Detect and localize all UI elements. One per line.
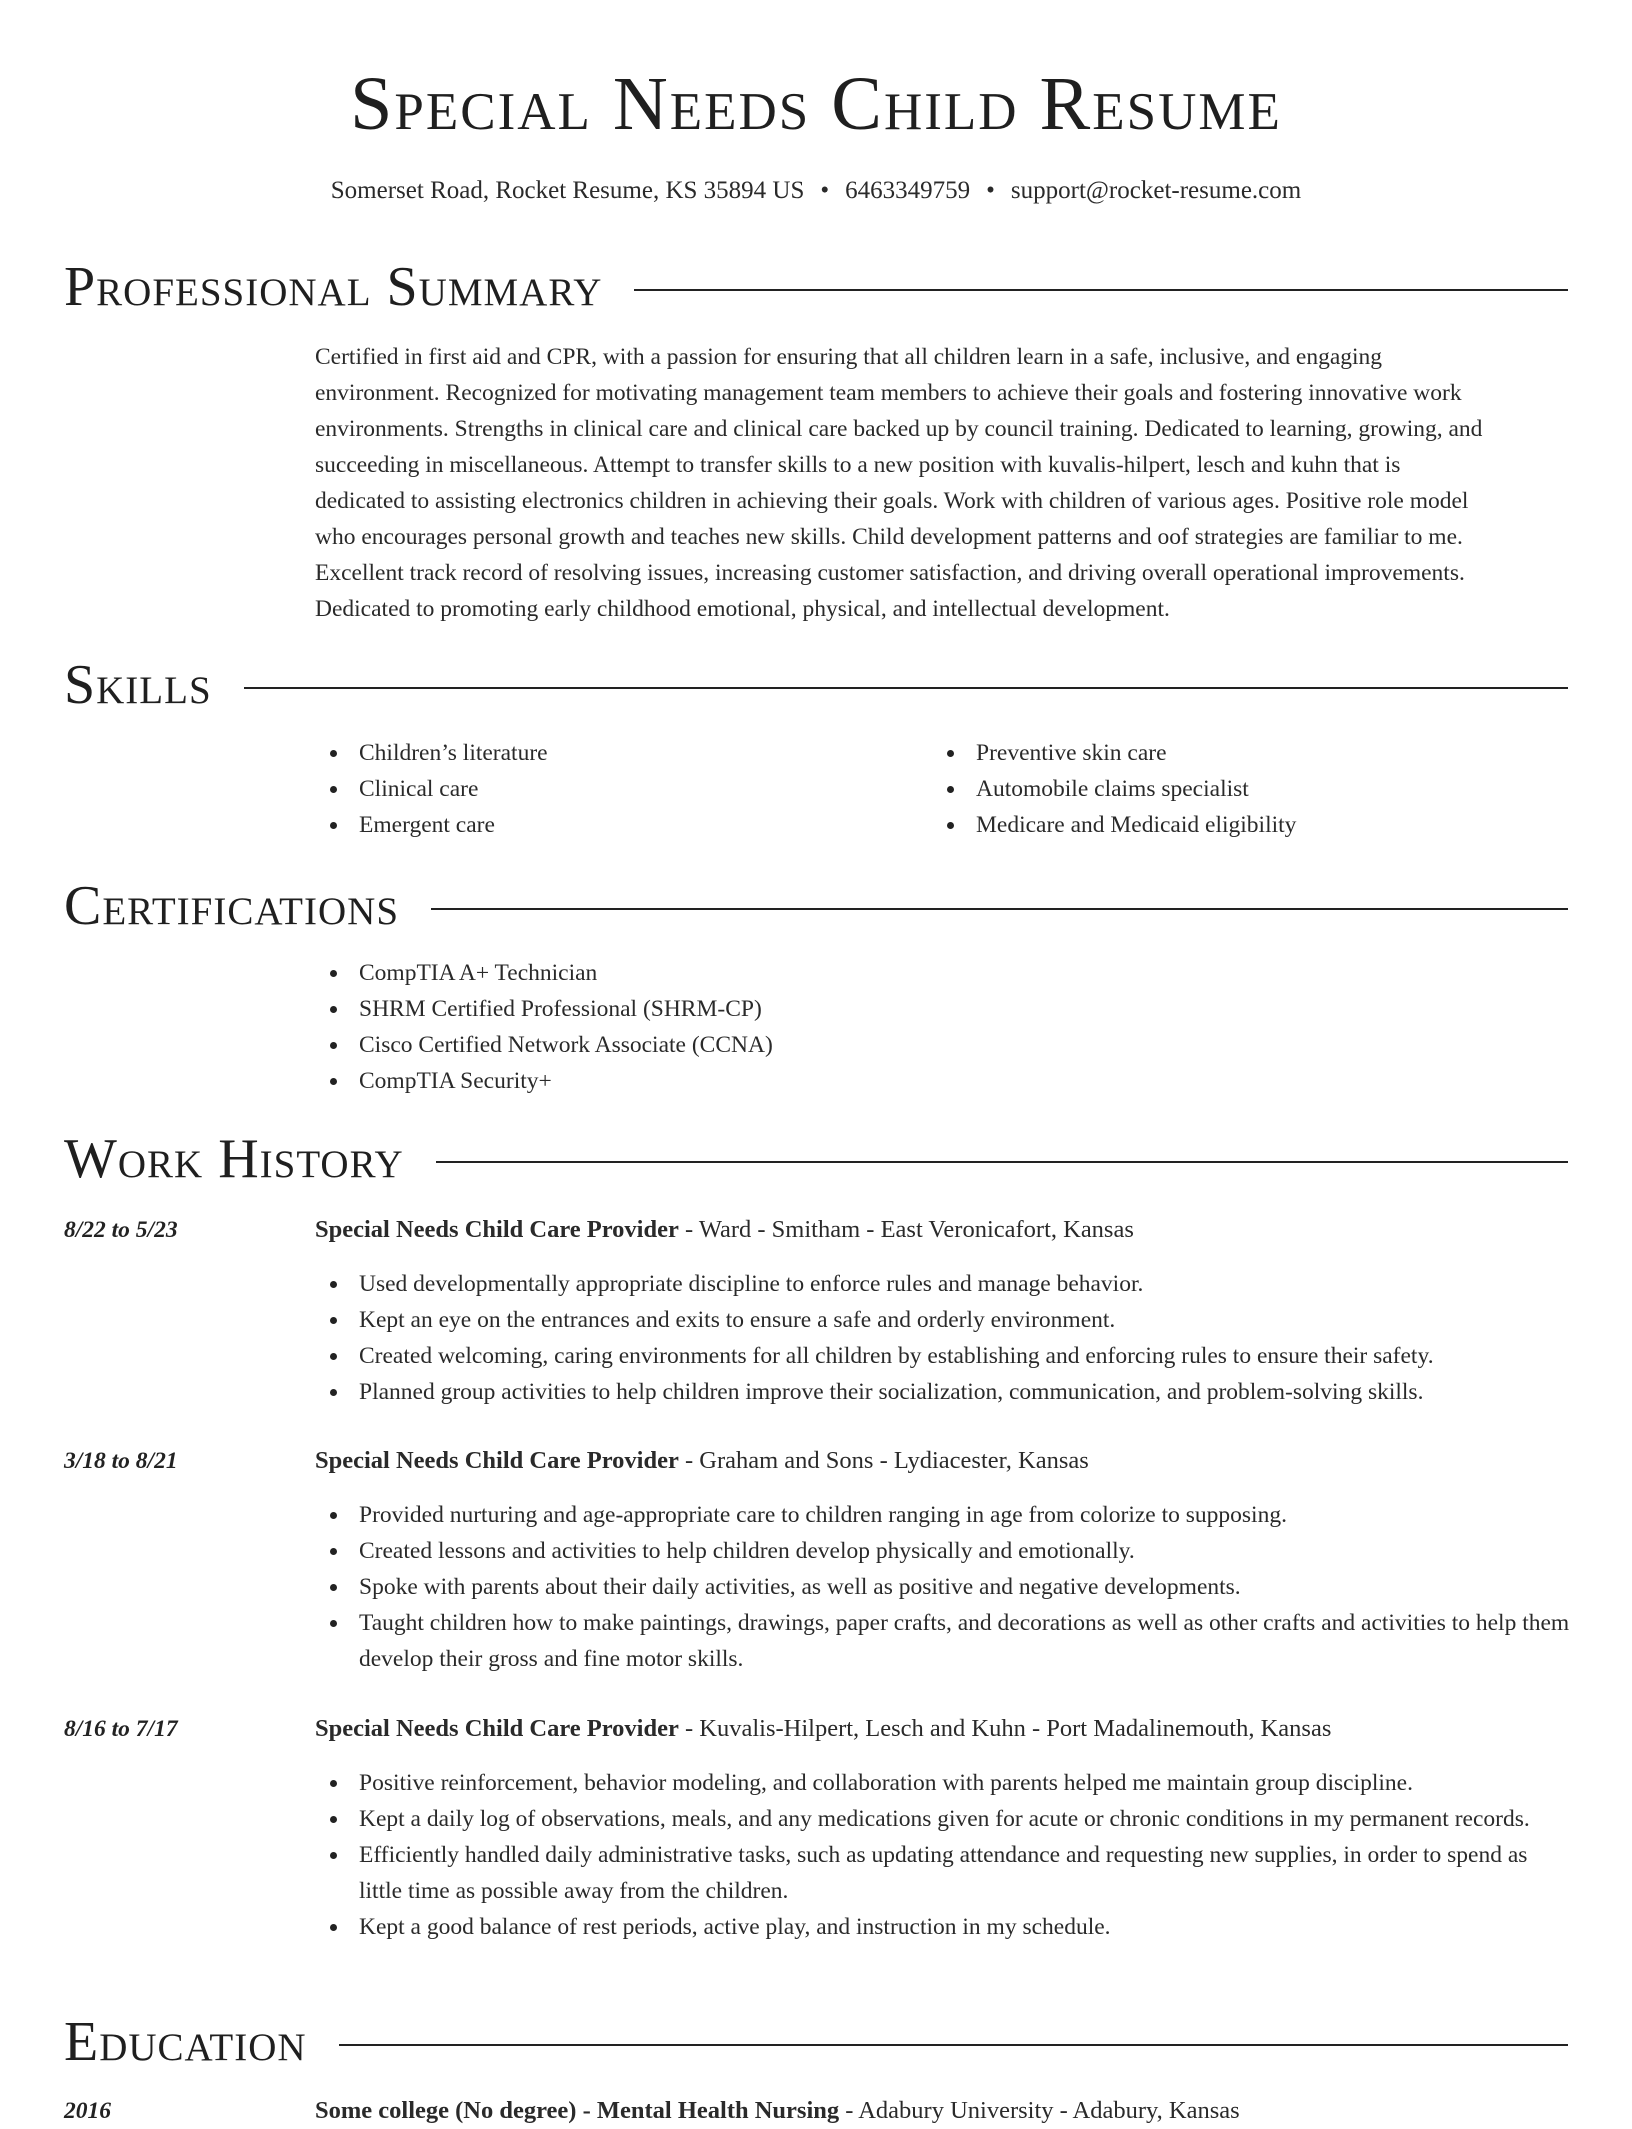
contact-line xyxy=(0,176,1632,206)
job-bullet: Created lessons and activities to help children develop physically and emotionally. xyxy=(315,1533,1570,1569)
job-dates: 3/18 to 8/21 xyxy=(64,1448,178,1474)
section-divider xyxy=(436,1161,1568,1163)
work-history-heading xyxy=(64,1127,1568,1191)
summary-line: succeeding in miscellaneous. Attempt to transfer skills to a new position with kuvalis-hilpert, lesch and kuhn that is xyxy=(315,452,1401,478)
job-title: Special Needs Child Care Provider xyxy=(315,1447,679,1474)
summary-line: Dedicated to promoting early childhood emotional, physical, and intellectual development. xyxy=(315,596,1170,622)
job-bullet: Provided nurturing and age-appropriate care to children ranging in age from colorize to supposing. xyxy=(315,1497,1570,1533)
skill-item: Children’s literature xyxy=(315,735,915,771)
summary-line: dedicated to assisting electronics children in achieving their goals. Work with children of various ages. Positive role model xyxy=(315,488,1469,514)
job-header xyxy=(315,1212,1570,1248)
education-entry xyxy=(315,2093,1570,2129)
job-bullets xyxy=(315,1266,1570,1410)
job-bullets xyxy=(315,1765,1570,1945)
job-title: Special Needs Child Care Provider xyxy=(315,1216,679,1243)
summary-line: Certified in first aid and CPR, with a passion for ensuring that all children learn in a safe, inclusive, and engaging xyxy=(315,344,1383,370)
job-employer: - Graham and Sons - Lydiacester, Kansas xyxy=(678,1447,1089,1474)
contact-phone: 6463349759 xyxy=(845,177,971,204)
job-dates: 8/22 to 5/23 xyxy=(64,1217,178,1243)
job-employer: - Kuvalis-Hilpert, Lesch and Kuhn - Port Madalinemouth, Kansas xyxy=(678,1715,1332,1742)
job-bullet: Spoke with parents about their daily activities, as well as positive and negative developments. xyxy=(315,1569,1570,1605)
summary-line: environments. Strengths in clinical care and clinical care backed up by council training. Dedicated to learning, growing, and xyxy=(315,416,1483,442)
summary-heading xyxy=(64,255,1568,319)
job-dates: 8/16 to 7/17 xyxy=(64,1716,178,1742)
job-bullet: Kept an eye on the entrances and exits to ensure a safe and orderly environment. xyxy=(315,1302,1570,1338)
job-bullet: Efficiently handled daily administrative tasks, such as updating attendance and requesting new supplies, in order to spend as little time as possible away from the children. xyxy=(315,1837,1570,1909)
job-bullet: Created welcoming, caring environments for all children by establishing and enforcing rules to ensure their safety. xyxy=(315,1338,1570,1374)
education-heading-text: Education xyxy=(64,2011,307,2073)
summary-heading-text: Professional Summary xyxy=(64,256,603,318)
job-bullet: Used developmentally appropriate discipline to enforce rules and manage behavior. xyxy=(315,1266,1570,1302)
certification-item: CompTIA A+ Technician xyxy=(315,955,1570,991)
contact-email: support@rocket-resume.com xyxy=(1010,177,1302,204)
summary-text xyxy=(315,339,1570,627)
job-bullets xyxy=(315,1497,1570,1677)
skills-heading-text: Skills xyxy=(64,654,212,716)
resume-title: Special Needs Child Resume xyxy=(350,62,1282,146)
job-bullet: Taught children how to make paintings, drawings, paper crafts, and decorations as well as other crafts and activities to help them develop their gross and fine motor skills. xyxy=(315,1605,1570,1677)
education-school: - Adabury University - Adabury, Kansas xyxy=(839,2097,1240,2124)
section-divider xyxy=(244,687,1568,689)
section-divider xyxy=(431,908,1568,910)
summary-line: environment. Recognized for motivating management team members to achieve their goals and fostering innovative work xyxy=(315,380,1462,406)
education-year: 2016 xyxy=(64,2098,111,2124)
skill-item: Clinical care xyxy=(315,771,915,807)
certifications-list xyxy=(315,955,1570,1099)
job-title: Special Needs Child Care Provider xyxy=(315,1715,679,1742)
skills-heading xyxy=(64,653,1568,717)
skill-item: Automobile claims specialist xyxy=(932,771,1552,807)
summary-line: who encourages personal growth and teaches new skills. Child development patterns and oof strategies are familiar to me. xyxy=(315,524,1463,550)
job-header xyxy=(315,1711,1570,1747)
education-heading xyxy=(64,2010,1568,2074)
skill-item: Medicare and Medicaid eligibility xyxy=(932,807,1552,843)
job-header xyxy=(315,1443,1570,1479)
skill-item: Emergent care xyxy=(315,807,915,843)
job-bullet: Positive reinforcement, behavior modeling, and collaboration with parents helped me maintain group discipline. xyxy=(315,1765,1570,1801)
contact-address: Somerset Road, Rocket Resume, KS 35894 US xyxy=(330,177,805,204)
education-degree: Some college (No degree) - Mental Health Nursing xyxy=(315,2097,840,2124)
section-divider xyxy=(634,289,1568,291)
section-divider xyxy=(339,2044,1568,2046)
certifications-heading xyxy=(64,874,1568,938)
skills-list-left xyxy=(315,735,915,843)
contact-separator: • xyxy=(986,177,995,204)
certification-item: SHRM Certified Professional (SHRM-CP) xyxy=(315,991,1570,1027)
job-bullet: Kept a daily log of observations, meals, and any medications given for acute or chronic conditions in my permanent records. xyxy=(315,1801,1570,1837)
certification-item: CompTIA Security+ xyxy=(315,1063,1570,1099)
work-history-heading-text: Work History xyxy=(64,1128,404,1190)
job-bullet: Kept a good balance of rest periods, active play, and instruction in my schedule. xyxy=(315,1909,1570,1945)
summary-line: Excellent track record of resolving issues, increasing customer satisfaction, and driving overall operational improvements. xyxy=(315,560,1465,586)
contact-separator: • xyxy=(820,177,830,204)
certification-item: Cisco Certified Network Associate (CCNA) xyxy=(315,1027,1570,1063)
job-employer: - Ward - Smitham - East Veronicafort, Kansas xyxy=(678,1216,1134,1243)
job-bullet: Planned group activities to help children improve their socialization, communication, and problem-solving skills. xyxy=(315,1374,1570,1410)
skill-item: Preventive skin care xyxy=(932,735,1552,771)
skills-list-right xyxy=(932,735,1552,843)
certifications-heading-text: Certifications xyxy=(64,875,400,937)
